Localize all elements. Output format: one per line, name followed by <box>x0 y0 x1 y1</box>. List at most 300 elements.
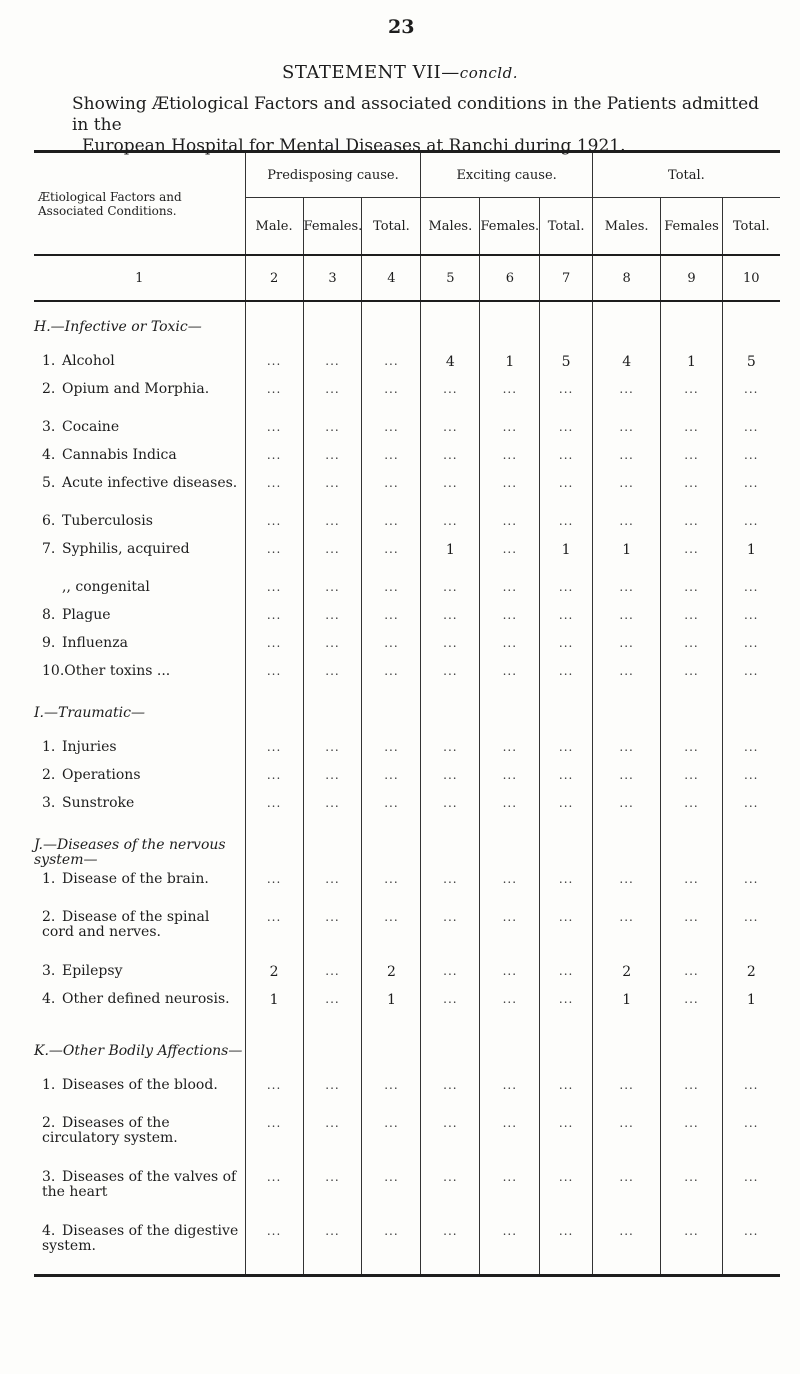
table-cell: ... <box>592 378 661 416</box>
empty-cell <box>722 301 780 350</box>
statement-title <box>0 62 800 83</box>
table-cell: ... <box>592 472 661 510</box>
row-label <box>34 764 245 792</box>
table-cell: ... <box>303 604 362 632</box>
table-row <box>34 736 780 764</box>
table-cell: 5 <box>746 354 756 370</box>
table-cell: ... <box>421 960 480 988</box>
empty-cell <box>592 1026 661 1074</box>
row-number: 3. <box>42 1169 56 1185</box>
empty-cell <box>303 688 362 736</box>
table-cell: ... <box>480 792 540 820</box>
table-cell: ... <box>592 1220 661 1276</box>
table-cell: ... <box>744 580 759 594</box>
row-number: 10. <box>42 663 65 679</box>
row-number: 2. <box>42 1115 56 1131</box>
table-cell: ... <box>362 350 421 378</box>
table-cell: ... <box>661 960 722 988</box>
section-row <box>34 820 780 868</box>
row-label <box>34 472 245 510</box>
table-cell: 1 <box>540 538 593 576</box>
header-sub: Females. <box>480 198 540 256</box>
empty-cell <box>661 820 722 868</box>
table-row <box>34 472 780 510</box>
column-number: 1 <box>34 255 245 301</box>
table-cell: ... <box>245 538 303 576</box>
table-cell: ... <box>362 1074 421 1112</box>
table-cell: ... <box>540 988 593 1026</box>
row-label <box>34 1166 245 1220</box>
table-cell: ... <box>362 472 421 510</box>
table-cell: ... <box>540 416 593 444</box>
table-cell: ... <box>480 1074 540 1112</box>
header-sub: Males. <box>421 198 480 256</box>
table-cell: 2 <box>592 960 661 988</box>
header-sub: Females <box>661 198 722 256</box>
header-sub: Females. <box>303 198 362 256</box>
table-cell: ... <box>661 510 722 538</box>
table-cell: ... <box>362 576 421 604</box>
table-cell: ... <box>480 444 540 472</box>
row-label <box>34 604 245 632</box>
table-cell: ... <box>540 510 593 538</box>
table-cell: ... <box>421 906 480 960</box>
header-sub: Total. <box>362 198 421 256</box>
row-label-text: Influenza <box>62 635 128 651</box>
table-cell: ... <box>480 1220 540 1276</box>
empty-cell <box>421 820 480 868</box>
table-cell: ... <box>421 510 480 538</box>
empty-cell <box>245 1026 303 1074</box>
table-cell: ... <box>245 604 303 632</box>
empty-cell <box>592 688 661 736</box>
table-cell: ... <box>592 764 661 792</box>
row-number: 1. <box>42 353 56 369</box>
row-label-text: Diseases of the valves of the heart <box>42 1169 237 1200</box>
empty-cell <box>362 1026 421 1074</box>
row-label <box>34 868 245 906</box>
table-cell: ... <box>303 1074 362 1112</box>
table-cell: ... <box>421 378 480 416</box>
table-cell: ... <box>245 1166 303 1220</box>
table-cell: ... <box>540 1220 593 1276</box>
table-cell: ... <box>303 632 362 660</box>
table-cell: ... <box>744 740 759 754</box>
table-cell: 4 <box>592 350 661 378</box>
table-cell: ... <box>421 444 480 472</box>
table-cell: ... <box>661 538 722 576</box>
table-cell: ... <box>245 660 303 688</box>
row-label-text: Disease of the brain. <box>62 871 209 887</box>
empty-cell <box>540 688 593 736</box>
row-label-text: Other defined neurosis. <box>62 991 230 1007</box>
row-label <box>34 1074 245 1112</box>
table-cell: ... <box>303 416 362 444</box>
table-row <box>34 350 780 378</box>
empty-cell <box>362 820 421 868</box>
table-cell: ... <box>661 988 722 1026</box>
table-cell: ... <box>540 472 593 510</box>
section-title: I.—Traumatic— <box>34 688 245 736</box>
column-number: 10 <box>722 255 780 301</box>
table-cell: ... <box>540 792 593 820</box>
row-label <box>34 350 245 378</box>
table-cell: ... <box>362 906 421 960</box>
row-number: 3. <box>42 419 56 435</box>
row-label-text: Sunstroke <box>62 795 135 811</box>
row-number: 2. <box>42 909 56 925</box>
page-number: 23 <box>388 16 415 38</box>
table-row <box>34 1112 780 1166</box>
row-label-text: Injuries <box>62 739 117 755</box>
table-cell: ... <box>661 1220 722 1276</box>
table-cell: ... <box>421 1220 480 1276</box>
table-cell: ... <box>303 988 362 1026</box>
table-cell: ... <box>480 604 540 632</box>
section-title: J.—Diseases of the nervous system— <box>34 820 245 868</box>
table-cell: 1 <box>746 542 756 558</box>
table-cell: ... <box>245 1112 303 1166</box>
table-cell: ... <box>744 420 759 434</box>
empty-cell <box>592 301 661 350</box>
row-number: 5. <box>42 475 56 491</box>
table-cell: ... <box>592 1074 661 1112</box>
table-cell: ... <box>421 1074 480 1112</box>
table-cell: ... <box>245 416 303 444</box>
table-row <box>34 604 780 632</box>
table-row <box>34 378 780 416</box>
table-cell: ... <box>540 1166 593 1220</box>
table-cell: ... <box>362 510 421 538</box>
table-cell: ... <box>303 736 362 764</box>
table-cell: ... <box>540 960 593 988</box>
table-cell: ... <box>362 1166 421 1220</box>
table-cell: ... <box>421 604 480 632</box>
aetiology-table <box>34 150 780 1277</box>
table-cell: ... <box>362 378 421 416</box>
empty-cell <box>303 820 362 868</box>
table-body <box>34 301 780 1276</box>
table-cell: ... <box>661 604 722 632</box>
table-cell: ... <box>592 660 661 688</box>
empty-cell <box>722 1026 780 1074</box>
row-label <box>34 1220 245 1276</box>
table-cell: ... <box>245 792 303 820</box>
table-cell: ... <box>480 576 540 604</box>
row-label <box>34 792 245 820</box>
table-cell: 1 <box>245 988 303 1026</box>
table-cell: 5 <box>540 350 593 378</box>
row-label <box>34 660 245 688</box>
row-label <box>34 378 245 416</box>
table-cell: ... <box>661 868 722 906</box>
table-cell: ... <box>661 472 722 510</box>
empty-cell <box>480 688 540 736</box>
table-cell: ... <box>540 576 593 604</box>
empty-cell <box>592 820 661 868</box>
table-cell: ... <box>744 476 759 490</box>
table-cell: ... <box>245 378 303 416</box>
row-number: 3. <box>42 795 56 811</box>
header-total: Total. <box>592 153 780 198</box>
table-cell: ... <box>480 538 540 576</box>
table-cell: ... <box>303 1166 362 1220</box>
table-cell: ... <box>245 1220 303 1276</box>
empty-cell <box>421 1026 480 1074</box>
table-cell: ... <box>245 736 303 764</box>
table-row <box>34 1166 780 1220</box>
section-row <box>34 301 780 350</box>
table-cell: ... <box>744 664 759 678</box>
section-title: H.—Infective or Toxic— <box>34 301 245 350</box>
table-cell: ... <box>362 1112 421 1166</box>
row-label-text: Acute infective diseases. <box>62 475 238 491</box>
table-cell: ... <box>303 472 362 510</box>
table-cell: ... <box>592 444 661 472</box>
table-cell: ... <box>661 764 722 792</box>
table-cell: ... <box>480 960 540 988</box>
header-factor: Ætiological Factors and Associated Conditions. <box>34 153 245 255</box>
table-cell: ... <box>592 868 661 906</box>
table-cell: ... <box>744 1116 759 1130</box>
row-number: 6. <box>42 513 56 529</box>
empty-cell <box>245 820 303 868</box>
row-label-text: ,, congenital <box>62 579 150 595</box>
table-cell: ... <box>245 868 303 906</box>
table-cell: ... <box>245 632 303 660</box>
table-cell: ... <box>303 764 362 792</box>
table-cell: ... <box>744 1078 759 1092</box>
row-label-text: Alcohol <box>62 353 115 369</box>
row-label <box>34 632 245 660</box>
table-cell: ... <box>303 1112 362 1166</box>
table-cell: ... <box>540 868 593 906</box>
table-cell: ... <box>744 796 759 810</box>
table-cell: 2 <box>746 964 756 980</box>
table-cell: ... <box>421 988 480 1026</box>
table-cell: ... <box>480 416 540 444</box>
section-row <box>34 1026 780 1074</box>
row-number: 2. <box>42 767 56 783</box>
table-cell: ... <box>421 868 480 906</box>
table-cell: ... <box>245 472 303 510</box>
row-number: 9. <box>42 635 56 651</box>
row-label <box>34 538 245 576</box>
header-exciting: Exciting cause. <box>421 153 592 198</box>
table-cell: ... <box>540 632 593 660</box>
table-cell: ... <box>592 416 661 444</box>
table-cell: ... <box>540 660 593 688</box>
empty-cell <box>245 688 303 736</box>
table-cell: ... <box>480 906 540 960</box>
header-sub: Males. <box>592 198 661 256</box>
table-cell: ... <box>744 910 759 924</box>
table-row <box>34 960 780 988</box>
row-label-text: Syphilis, acquired <box>62 541 190 557</box>
empty-cell <box>480 1026 540 1074</box>
table-row <box>34 660 780 688</box>
table-cell: ... <box>744 768 759 782</box>
section-title: K.—Other Bodily Affections— <box>34 1026 245 1074</box>
table-cell: ... <box>421 576 480 604</box>
table-cell: ... <box>245 1074 303 1112</box>
table-cell: ... <box>722 1220 780 1276</box>
row-number: 1. <box>42 739 56 755</box>
statement-title-main: STATEMENT VII— <box>282 62 460 83</box>
table-cell: ... <box>744 382 759 396</box>
row-label-text: Plague <box>62 607 111 623</box>
table-cell: ... <box>421 736 480 764</box>
empty-cell <box>303 301 362 350</box>
row-label-text: Cocaine <box>62 419 120 435</box>
table-cell: ... <box>661 1074 722 1112</box>
table-cell: ... <box>303 538 362 576</box>
table-cell: ... <box>362 660 421 688</box>
table-cell: ... <box>303 444 362 472</box>
table-cell: 1 <box>592 538 661 576</box>
table-cell: 2 <box>362 960 421 988</box>
empty-cell <box>540 301 593 350</box>
table-cell: ... <box>480 736 540 764</box>
table-cell: 1 <box>421 538 480 576</box>
table-row <box>34 1220 780 1276</box>
column-number: 9 <box>661 255 722 301</box>
table-cell: 1 <box>592 988 661 1026</box>
empty-cell <box>245 301 303 350</box>
table-cell: ... <box>245 510 303 538</box>
row-label-text: Opium and Morphia. <box>62 381 210 397</box>
row-label <box>34 444 245 472</box>
table-cell: ... <box>592 1112 661 1166</box>
table-cell: 1 <box>480 350 540 378</box>
table-cell: ... <box>480 660 540 688</box>
table-cell: ... <box>245 350 303 378</box>
empty-cell <box>722 688 780 736</box>
table-cell: ... <box>303 906 362 960</box>
table-cell: ... <box>744 636 759 650</box>
table-cell: ... <box>592 736 661 764</box>
empty-cell <box>421 301 480 350</box>
row-number: 8. <box>42 607 56 623</box>
table-cell: ... <box>540 604 593 632</box>
table-cell: 4 <box>421 350 480 378</box>
table-cell: ... <box>661 632 722 660</box>
section-row <box>34 688 780 736</box>
table-cell: ... <box>303 350 362 378</box>
table-cell: ... <box>540 1074 593 1112</box>
table-cell: ... <box>362 632 421 660</box>
table-cell: ... <box>362 1220 421 1276</box>
row-number: 4. <box>42 1223 56 1239</box>
table-cell: ... <box>744 448 759 462</box>
table-cell: ... <box>592 792 661 820</box>
table-cell: ... <box>245 906 303 960</box>
table-row <box>34 988 780 1026</box>
column-number: 2 <box>245 255 303 301</box>
table-cell: ... <box>421 792 480 820</box>
table-cell: ... <box>421 1112 480 1166</box>
column-number: 3 <box>303 255 362 301</box>
row-label <box>34 510 245 538</box>
empty-cell <box>722 820 780 868</box>
table-cell: ... <box>661 378 722 416</box>
table-cell: ... <box>540 736 593 764</box>
table-cell: ... <box>421 764 480 792</box>
row-label-text: Diseases of the circulatory system. <box>42 1115 178 1146</box>
column-number: 5 <box>421 255 480 301</box>
row-label-text: Diseases of the blood. <box>62 1077 218 1093</box>
row-number: 2. <box>42 381 56 397</box>
row-label-text: Disease of the spinal cord and nerves. <box>42 909 210 940</box>
table-row <box>34 792 780 820</box>
table-cell: ... <box>480 868 540 906</box>
table-cell: ... <box>245 576 303 604</box>
row-label-text: Tuberculosis <box>62 513 153 529</box>
table-cell: ... <box>661 1166 722 1220</box>
table-cell: ... <box>421 632 480 660</box>
table-cell: ... <box>592 906 661 960</box>
table-cell: 2 <box>245 960 303 988</box>
table-row <box>34 538 780 576</box>
table-cell: ... <box>303 868 362 906</box>
empty-cell <box>661 301 722 350</box>
empty-cell <box>362 688 421 736</box>
row-number: 7. <box>42 541 56 557</box>
table-cell: ... <box>362 792 421 820</box>
table-cell: ... <box>303 792 362 820</box>
table-row <box>34 906 780 960</box>
row-number: 3. <box>42 963 56 979</box>
table-cell: ... <box>592 510 661 538</box>
empty-cell <box>480 301 540 350</box>
table-cell: ... <box>421 1166 480 1220</box>
column-number: 7 <box>540 255 593 301</box>
statement-subtitle <box>72 94 762 157</box>
table-cell: ... <box>661 660 722 688</box>
table-cell: ... <box>421 660 480 688</box>
table-cell: ... <box>480 510 540 538</box>
table-cell: ... <box>592 604 661 632</box>
table-cell: ... <box>540 444 593 472</box>
table-cell: ... <box>744 1170 759 1184</box>
header-sub: Male. <box>245 198 303 256</box>
empty-cell <box>480 820 540 868</box>
table-cell: ... <box>661 906 722 960</box>
table-row <box>34 444 780 472</box>
subtitle-line-1: Showing Ætiological Factors and associated conditions in the Patients admitted in the <box>72 94 760 135</box>
table-cell: ... <box>744 514 759 528</box>
table-cell: ... <box>480 1112 540 1166</box>
table-cell: ... <box>744 608 759 622</box>
row-label-text: Epilepsy <box>62 963 123 979</box>
table-cell: ... <box>661 576 722 604</box>
table-cell: ... <box>661 1112 722 1166</box>
row-label-text: Diseases of the digestive system. <box>42 1223 239 1254</box>
table-cell: ... <box>303 660 362 688</box>
row-label <box>34 736 245 764</box>
table-cell: ... <box>362 764 421 792</box>
table-row <box>34 764 780 792</box>
table-cell: ... <box>540 378 593 416</box>
table-cell: ... <box>303 960 362 988</box>
table-cell: ... <box>540 764 593 792</box>
table-cell: ... <box>540 906 593 960</box>
table-cell: ... <box>303 1220 362 1276</box>
row-label <box>34 416 245 444</box>
row-number: 4. <box>42 447 56 463</box>
table-cell: 1 <box>362 988 421 1026</box>
header-sub: Total. <box>732 218 770 234</box>
